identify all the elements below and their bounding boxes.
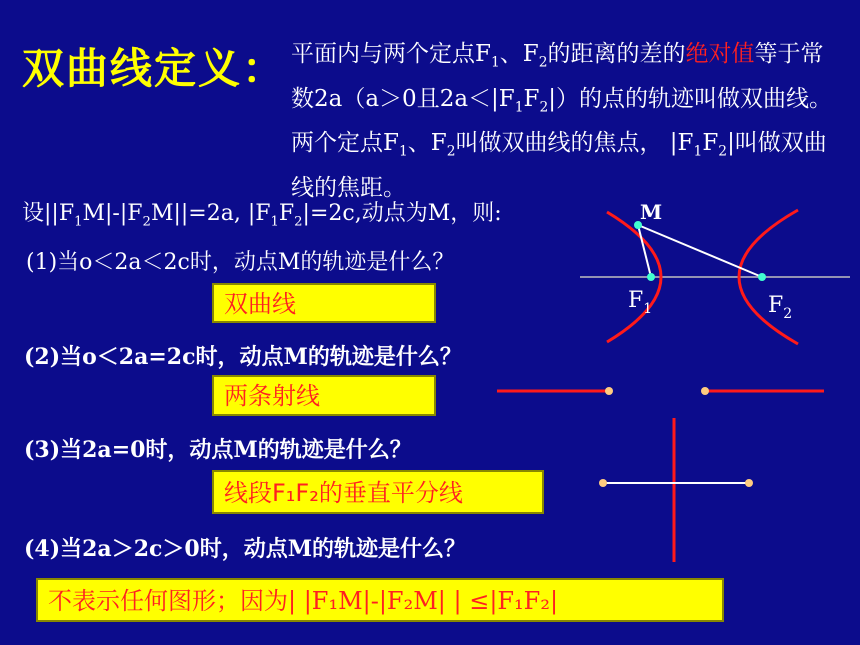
setup-part: 设||F bbox=[22, 201, 75, 226]
question-2: (2)当o＜2a=2c时，动点M的轨迹是什么？ bbox=[24, 344, 462, 370]
defn-part: 叫做双曲线的焦点， |F bbox=[455, 130, 694, 157]
setup-sub: 1 bbox=[270, 214, 279, 230]
defn-sub: 2 bbox=[718, 143, 728, 160]
defn-part: 平面内与两个定点F bbox=[291, 41, 491, 67]
segment-MF2 bbox=[638, 225, 762, 277]
defn-part: 、F bbox=[499, 41, 539, 67]
defn-sub: 1 bbox=[514, 99, 524, 116]
point-F2-rays bbox=[701, 387, 709, 395]
defn-sub: 2 bbox=[539, 99, 549, 116]
label-M: M bbox=[640, 200, 663, 224]
answer-4: 不表示任何图形；因为| |F₁M|-|F₂M| | ≤|F₁F₂| bbox=[36, 578, 724, 622]
answer-1: 双曲线 bbox=[212, 283, 436, 323]
question-3: (3)当2a=0时，动点M的轨迹是什么？ bbox=[24, 437, 412, 463]
two-rays-diagram bbox=[497, 387, 824, 395]
point-F2 bbox=[758, 273, 766, 281]
setup-part: M|-|F bbox=[82, 201, 143, 226]
question-4: (4)当2a＞2c＞0时，动点M的轨迹是什么？ bbox=[24, 536, 467, 562]
slide-title: 双曲线定义： bbox=[22, 44, 287, 93]
question-1: (1)当o＜2a＜2c时，动点M的轨迹是什么？ bbox=[26, 250, 455, 275]
defn-part: 、F bbox=[407, 130, 447, 157]
label-F1 bbox=[628, 288, 652, 317]
setup-sub: 2 bbox=[142, 214, 151, 230]
defn-sub: 1 bbox=[398, 143, 408, 160]
segment-MF1 bbox=[638, 225, 651, 277]
defn-part: F bbox=[702, 130, 719, 157]
point-F1-rays bbox=[605, 387, 613, 395]
point-F1 bbox=[647, 273, 655, 281]
setup-sub: 1 bbox=[74, 214, 83, 230]
defn-sub: 2 bbox=[446, 143, 456, 160]
label-F2 bbox=[768, 293, 792, 322]
hyperbola-diagram bbox=[580, 200, 850, 344]
defn-sub: 2 bbox=[538, 54, 548, 71]
label-F2-main: F bbox=[768, 293, 784, 318]
label-F1-main: F bbox=[628, 288, 644, 313]
label-F2-sub: 2 bbox=[783, 306, 793, 322]
bisector-diagram bbox=[599, 418, 753, 562]
answer-3: 线段F₁F₂的垂直平分线 bbox=[212, 470, 544, 514]
defn-highlight: 绝对值 bbox=[685, 41, 755, 67]
setup-part: F bbox=[278, 201, 295, 226]
label-F1-sub: 1 bbox=[643, 301, 653, 317]
answer-2: 两条射线 bbox=[212, 375, 436, 416]
defn-sub: 1 bbox=[490, 54, 500, 71]
point-F2-segment bbox=[745, 479, 753, 487]
defn-part: |叫做双曲线的焦距。 bbox=[291, 130, 827, 201]
defn-part: F bbox=[523, 85, 540, 112]
setup-sub: 2 bbox=[294, 214, 303, 230]
defn-part: 的距离的差的 bbox=[547, 41, 686, 67]
setup-part: M||=2a, |F bbox=[150, 201, 271, 226]
defn-part: 等于常数2a（a＞0且2a＜|F bbox=[291, 41, 824, 112]
setup-part: |=2c,动点为M，则: bbox=[302, 201, 502, 226]
defn-sub: 1 bbox=[693, 143, 703, 160]
point-F1-segment bbox=[599, 479, 607, 487]
defn-part: |）的点的轨迹叫做双曲线。两个定点F bbox=[291, 85, 833, 157]
